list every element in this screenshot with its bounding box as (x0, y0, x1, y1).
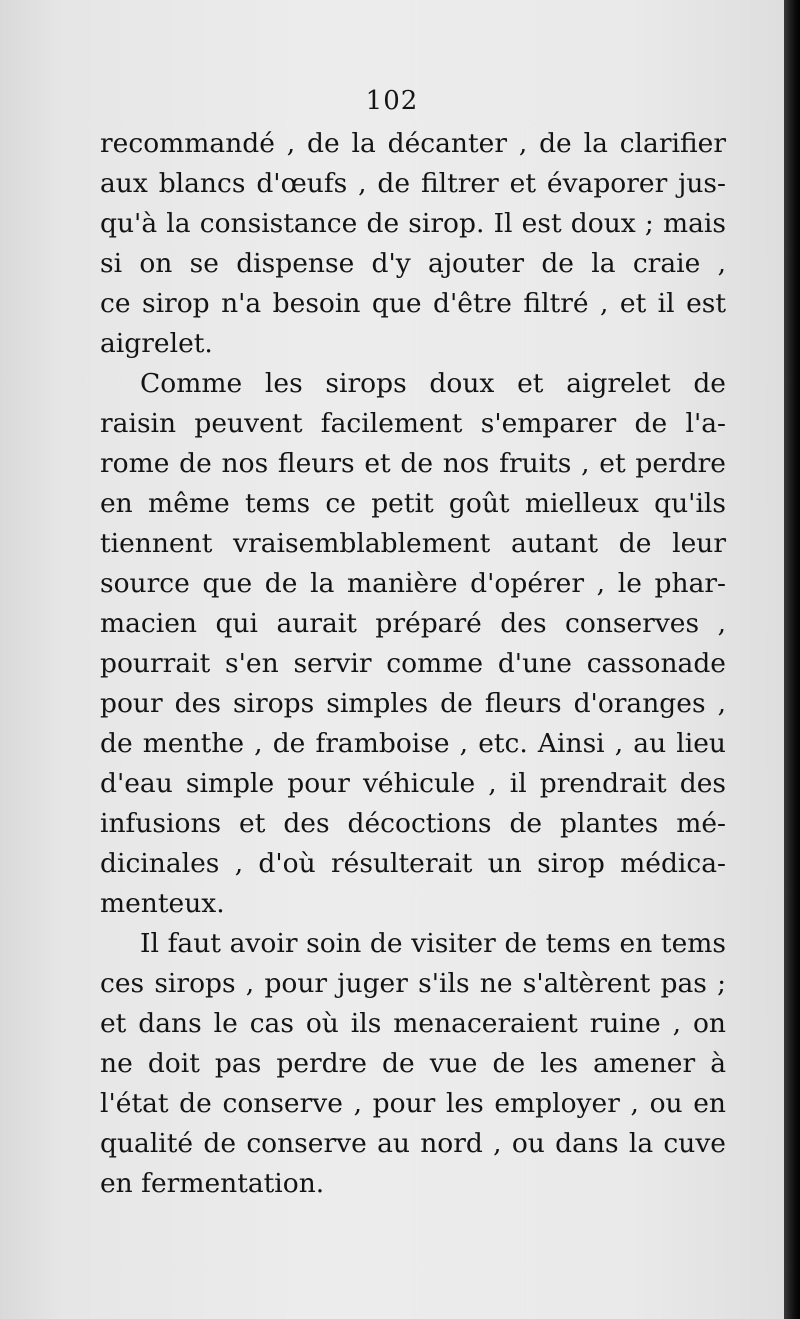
text-line: pourrait s'en servir comme d'une cassonade (100, 648, 726, 679)
page-number: 102 (365, 86, 419, 116)
body-text (100, 124, 726, 1204)
text-line: ne doit pas perdre de vue de les amener à (100, 1048, 726, 1079)
text-line: de menthe , de framboise , etc. Ainsi , au lieu (100, 728, 726, 759)
text-line: qu'à la consistance de sirop. Il est doux ; mais (100, 208, 726, 239)
text-line: aux blancs d'œufs , de filtrer et évaporer jus- (100, 168, 726, 199)
book-spine-shadow (784, 0, 800, 1319)
text-line: rome de nos fleurs et de nos fruits , et perdre (100, 448, 726, 479)
text-line: infusions et des décoctions de plantes mé- (100, 808, 726, 839)
text-line: aigrelet. (100, 328, 213, 359)
text-line: tiennent vraisemblablement autant de leur (100, 528, 726, 559)
text-line: pour des sirops simples de fleurs d'oranges , (100, 688, 726, 719)
text-line: Comme les sirops doux et aigrelet de (140, 368, 726, 399)
text-line: recommandé , de la décanter , de la clarifier (100, 128, 726, 159)
text-line: macien qui aurait préparé des conserves , (100, 608, 726, 639)
text-line: l'état de conserve , pour les employer , ou en (100, 1088, 726, 1119)
text-line: source que de la manière d'opérer , le phar- (100, 568, 726, 599)
text-line: qualité de conserve au nord , ou dans la cuve (100, 1128, 726, 1159)
text-line: si on se dispense d'y ajouter de la craie , (100, 248, 726, 279)
text-line: en même tems ce petit goût mielleux qu'ils (100, 488, 726, 519)
text-line: Il faut avoir soin de visiter de tems en tems (140, 928, 726, 959)
text-line: raisin peuvent facilement s'emparer de l'a- (100, 408, 726, 439)
text-line: ce sirop n'a besoin que d'être filtré , et il est (100, 288, 726, 319)
text-line: menteux. (100, 888, 225, 919)
text-line: et dans le cas où ils menaceraient ruine , on (100, 1008, 726, 1039)
text-line: en fermentation. (100, 1168, 325, 1199)
text-line: ces sirops , pour juger s'ils ne s'altèrent pas ; (100, 968, 726, 999)
text-line: dicinales , d'où résulterait un sirop médica- (100, 848, 726, 879)
text-line: d'eau simple pour véhicule , il prendrait des (100, 768, 726, 799)
